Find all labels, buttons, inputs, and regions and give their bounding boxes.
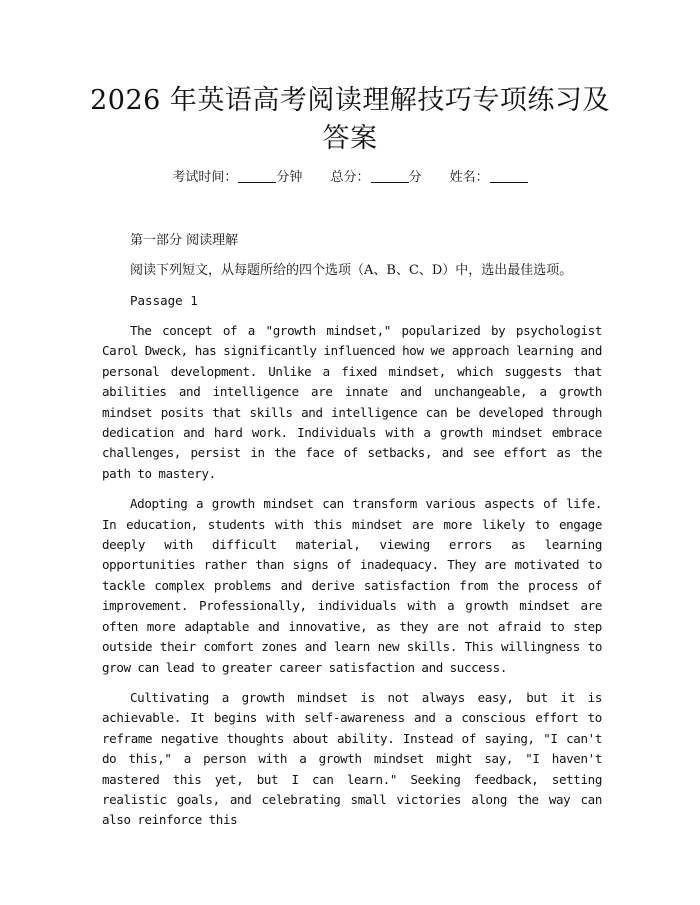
total-score-label: 总分： [330,170,370,185]
exam-time-field [172,168,302,188]
passage-paragraph-1: The concept of a "growth mindset," popularized by psychologist Carol Dweck, has significantly influenced how we approach learning and personal development. Unlike a fixed mindset, which suggests that abilities and intelligence are innate and unchangeable, a growth mindset posits that skills and intelligence can be developed through dedication and hard work. Individuals with a growth mindset embrace challenges, persist in the face of setbacks, and see effort as the path to mastery. [102,323,602,481]
exam-time-label: 考试时间： [172,170,238,185]
document-title: 2026 年英语高考阅读理解技巧专项练习及答案 [90,85,610,154]
passage-paragraph-3: Cultivating a growth mindset is not always easy, but it is achievable. It begins with self-awareness and a conscious effort to reframe negative thoughts about ability. Instead of saying, "I can't do this," a person with a growth mindset might say, "I haven't mastered this yet, but I can learn." Seeking feedback, setting realistic goals, and celebrating small victories along the way can also reinforce this [102,689,602,828]
exam-info-line [0,168,700,188]
student-name-field [450,168,528,188]
total-score-field [330,168,421,188]
document-body [102,231,602,841]
student-name-blank [490,169,528,183]
total-score-unit: 分 [408,170,422,185]
student-name-label: 姓名： [449,170,489,185]
section-heading: 第一部分 阅读理解 [130,233,239,248]
exam-time-unit: 分钟 [276,170,303,185]
passage-paragraph-2: Adopting a growth mindset can transform various aspects of life. In education, students with this mindset are more likely to engage deeply with difficult material, viewing errors as learning opportunities rather than signs of inadequacy. They are motivated to tackle complex problems and derive satisfaction from the process of improvement. Professionally, individuals with a growth mindset are often more adaptable and innovative, as they are not afraid to step outside their comfort zones and learn new skills. This willingness to grow can lead to greater career satisfaction and success. [102,496,602,675]
passage-label: Passage 1 [130,293,198,308]
total-score-blank [371,169,409,183]
instructions: 阅读下列短文，从每题所给的四个选项（A、B、C、D）中，选出最佳选项。 [130,263,573,278]
exam-time-blank [238,169,276,183]
